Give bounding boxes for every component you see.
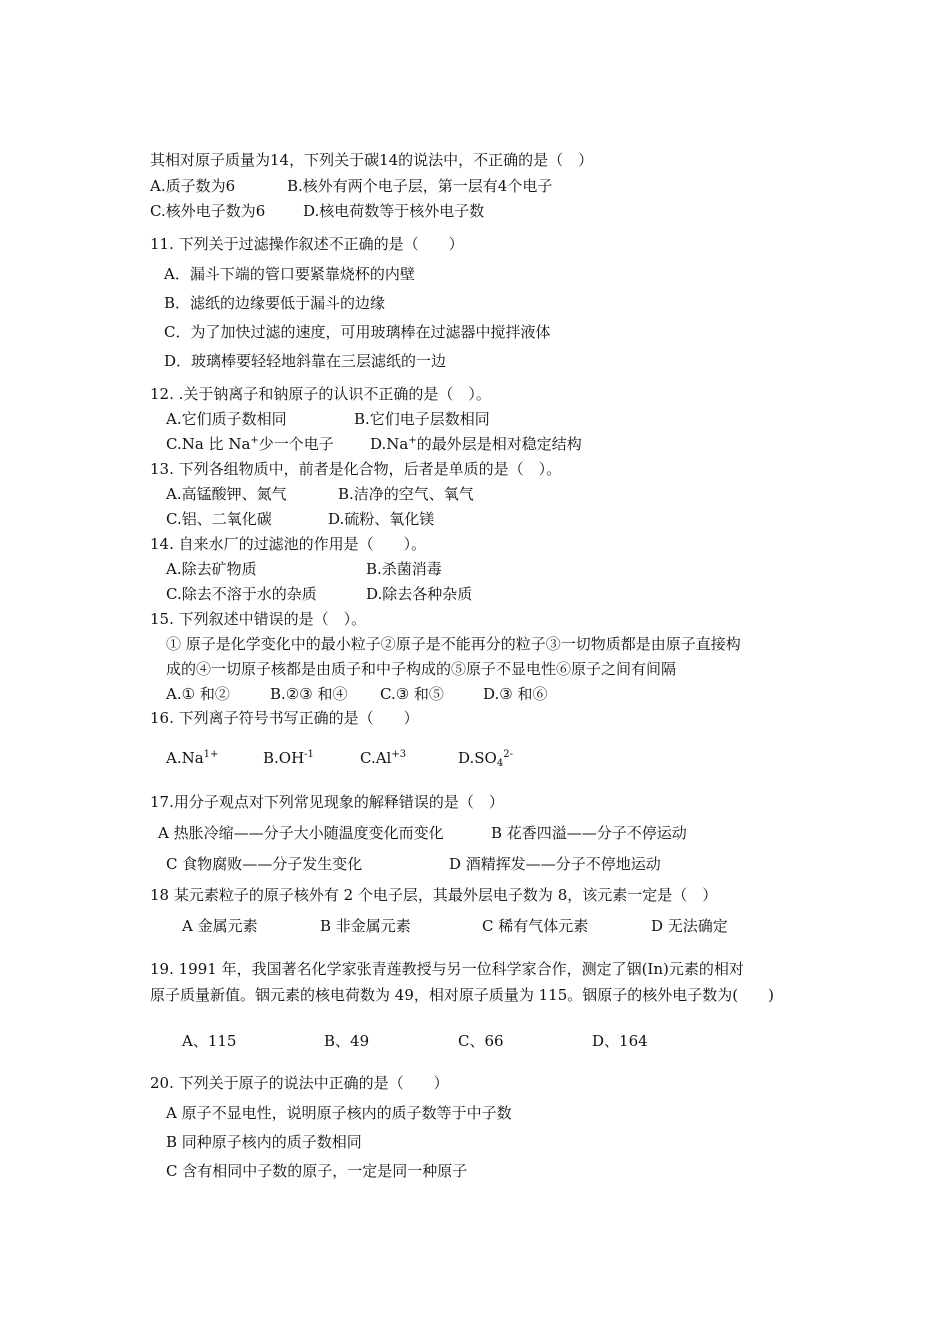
q13-stem: 13. 下列各组物质中，前者是化合物，后者是单质的是（ ）。 bbox=[150, 460, 562, 478]
q16-option-d: $D.SO_4^{2-}$ bbox=[458, 749, 513, 769]
q16-option-a: $A.Na^{1+}$ bbox=[166, 749, 219, 767]
q18-option-b: B 非金属元素 bbox=[320, 917, 411, 935]
q17-option-b: B 花香四溢——分子不停运动 bbox=[491, 824, 687, 842]
q19-option-c: C、66 bbox=[458, 1032, 504, 1050]
q12-option-d: D.Na+的最外层是相对稳定结构 bbox=[370, 435, 582, 453]
q10-stem: 其相对原子质量为14，下列关于碳14的说法中，不正确的是（ ） bbox=[150, 151, 594, 169]
q12-option-c: C.Na 比 Na+少一个电子 bbox=[166, 435, 334, 453]
q14-option-b: B.杀菌消毒 bbox=[366, 560, 442, 578]
q19-option-b: B、49 bbox=[324, 1032, 370, 1050]
q12-stem: 12. .关于钠离子和钠原子的认识不正确的是（ ）。 bbox=[150, 385, 491, 403]
q13-option-c: C.铝、二氧化碳 bbox=[166, 510, 272, 528]
q18-stem: 18 某元素粒子的原子核外有 2 个电子层，其最外层电子数为 8，该元素一定是（ ） bbox=[150, 886, 718, 904]
q19-stem-line-1: 19. 1991 年，我国著名化学家张青莲教授与另一位科学家合作，测定了铟(In)元素的相对 bbox=[150, 960, 744, 978]
q10-option-d: D.核电荷数等于核外电子数 bbox=[303, 202, 485, 220]
q20-option-b: B 同种原子核内的质子数相同 bbox=[166, 1133, 362, 1151]
q20-stem: 20. 下列关于原子的说法中正确的是（ ） bbox=[150, 1074, 449, 1092]
q11-option-d: D．玻璃棒要轻轻地斜靠在三层滤纸的一边 bbox=[164, 352, 447, 370]
q11-option-b: B．滤纸的边缘要低于漏斗的边缘 bbox=[164, 294, 386, 312]
q17-option-a: A 热胀冷缩——分子大小随温度变化而变化 bbox=[158, 824, 444, 842]
q20-option-a: A 原子不显电性，说明原子核内的质子数等于中子数 bbox=[166, 1104, 512, 1122]
q15-statements-line-2: 成的④一切原子核都是由质子和中子构成的⑤原子不显电性⑥原子之间有间隔 bbox=[166, 660, 677, 678]
q16-stem: 16. 下列离子符号书写正确的是（ ） bbox=[150, 709, 419, 727]
q15-option-a: A.① 和② bbox=[166, 685, 230, 703]
q15-option-d: D.③ 和⑥ bbox=[483, 685, 548, 703]
q14-option-c: C.除去不溶于水的杂质 bbox=[166, 585, 317, 603]
q15-stem: 15. 下列叙述中错误的是（ ）。 bbox=[150, 610, 367, 628]
q11-option-c: C．为了加快过滤的速度，可用玻璃棒在过滤器中搅拌液体 bbox=[164, 323, 551, 341]
q14-option-a: A.除去矿物质 bbox=[166, 560, 257, 578]
q20-option-c: C 含有相同中子数的原子，一定是同一种原子 bbox=[166, 1162, 468, 1180]
q19-option-a: A、115 bbox=[182, 1032, 237, 1050]
q13-option-b: B.洁净的空气、氧气 bbox=[338, 485, 474, 503]
q15-statements-line-1: ① 原子是化学变化中的最小粒子②原子是不能再分的粒子③一切物质都是由原子直接构 bbox=[166, 635, 741, 653]
q10-option-a: A.质子数为6 bbox=[150, 177, 236, 195]
q17-option-c: C 食物腐败——分子发生变化 bbox=[166, 855, 363, 873]
q11-option-a: A．漏斗下端的管口要紧靠烧杯的内壁 bbox=[164, 265, 415, 283]
q18-option-c: C 稀有气体元素 bbox=[482, 917, 589, 935]
q12-option-b: B.它们电子层数相同 bbox=[354, 410, 490, 428]
q17-option-d: D 酒精挥发——分子不停地运动 bbox=[449, 855, 661, 873]
q17-stem: 17.用分子观点对下列常见现象的解释错误的是（ ） bbox=[150, 793, 504, 811]
q13-option-a: A.高锰酸钾、氮气 bbox=[166, 485, 287, 503]
q14-option-d: D.除去各种杂质 bbox=[366, 585, 473, 603]
q18-option-d: D 无法确定 bbox=[651, 917, 728, 935]
q19-option-d: D、164 bbox=[592, 1032, 648, 1050]
q14-stem: 14. 自来水厂的过滤池的作用是（ ）。 bbox=[150, 535, 427, 553]
q15-option-b: B.②③ 和④ bbox=[270, 685, 348, 703]
q10-option-c: C.核外电子数为6 bbox=[150, 202, 266, 220]
q13-option-d: D.硫粉、氧化镁 bbox=[328, 510, 435, 528]
q16-option-c: $C.Al^{+3}$ bbox=[360, 749, 407, 767]
q10-option-b: B.核外有两个电子层，第一层有4个电子 bbox=[287, 177, 553, 195]
q12-option-a: A.它们质子数相同 bbox=[166, 410, 287, 428]
q15-option-c: C.③ 和⑤ bbox=[380, 685, 444, 703]
q11-stem: 11. 下列关于过滤操作叙述不正确的是（ ） bbox=[150, 235, 464, 253]
q19-stem-line-2: 原子质量新值。铟元素的核电荷数为 49，相对原子质量为 115。铟原子的核外电子数为( ) bbox=[150, 986, 774, 1004]
q18-option-a: A 金属元素 bbox=[182, 917, 258, 935]
q16-option-b: $B.OH^{-1}$ bbox=[263, 749, 314, 767]
